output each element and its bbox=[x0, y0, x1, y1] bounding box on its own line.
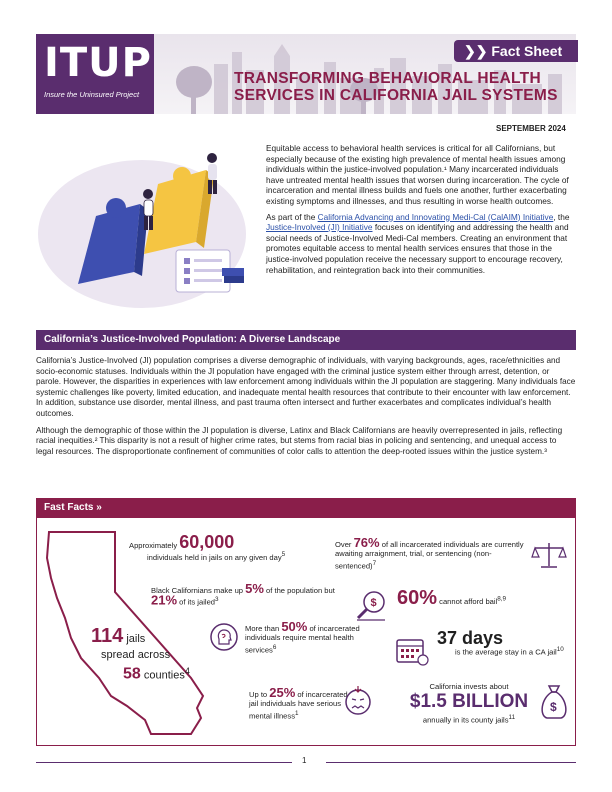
stressed-face-icon bbox=[343, 686, 373, 716]
section-paragraph-1: California’s Justice-Involved (JI) population comprises a diverse demographic of individuals, with varying backgrounds, ages, race/ethnicities and socio-economic statuses. Individuals within the JI population have engaged with the criminal justice system either through arrest, detention, or parole. However, the disparities in experiences with law enforcement among individuals within the JI population are staggering. Many individuals face systemic challenges like poverty, limited education, and inadequate mental health resources that contribute to their encounter with law enforcement. In addition, substance use disorder, mental illness, and past trauma often intersect and further exacerbates and complicates individual’s health outcomes. bbox=[36, 356, 576, 418]
page-title bbox=[234, 70, 574, 104]
fact-awaiting-trial bbox=[335, 535, 525, 571]
fact-3-text-c: counties bbox=[140, 669, 185, 682]
fact-9-value: $1.5 BILLION bbox=[409, 691, 529, 713]
page-number: 1 bbox=[302, 756, 307, 765]
fact-2-value-2: 21% bbox=[151, 592, 178, 608]
fact-4-footnote: 6 bbox=[272, 643, 277, 651]
itup-logo bbox=[36, 34, 154, 114]
fact-7-text: cannot afford bail bbox=[437, 597, 498, 606]
fact-3-text-b: spread across bbox=[101, 649, 171, 661]
section-body bbox=[36, 356, 576, 463]
fact-8-footnote: 10 bbox=[556, 646, 564, 654]
fact-6-text-a: Over bbox=[335, 540, 354, 549]
fact-1-text-a: Approximately bbox=[129, 541, 180, 550]
fact-3-footnote: 4 bbox=[184, 666, 190, 676]
fact-4-value: 50% bbox=[281, 619, 308, 634]
intro-p2-text-a: As part of the bbox=[266, 211, 318, 222]
money-bag-icon bbox=[537, 678, 571, 720]
fact-cannot-afford-bail bbox=[397, 587, 567, 609]
header bbox=[0, 34, 612, 114]
fact-county-jail-investment bbox=[401, 682, 537, 725]
fact-sheet-tab: ❯❯ Fact Sheet bbox=[454, 40, 578, 62]
fact-5-value: 25% bbox=[269, 685, 296, 700]
title-line-1: TRANSFORMING BEHAVIORAL HEALTH bbox=[234, 70, 541, 87]
fact-4-text-b: of incarcerated individuals require mental health services bbox=[245, 624, 360, 655]
fact-5-footnote: 1 bbox=[295, 709, 299, 717]
fact-average-stay bbox=[437, 628, 567, 657]
section-paragraph-2: Although the demographic of those within the JI population is diverse, Latinx and Black Californians are heavily overrepresented in jails, reflecting racial inequities.² This disparity is not a result of higher crime rates, but stems from racial bias in policing and sentencing, and unequal access to legal resources. The disproportionate confinement of communities of color calls to attention the deep-rooted issues within the justice system.³ bbox=[36, 425, 563, 456]
section-heading: California’s Justice-Involved Population: A Diverse Landscape bbox=[36, 330, 576, 350]
fact-jail-population bbox=[129, 532, 339, 562]
magnifier-coin-icon bbox=[355, 588, 389, 622]
intro-p2-text-c: focuses on identifying and addressing the health and social needs of Justice-Involved Medi-Cal members. Creating an environment that promotes equitable access to mental health services ensures that those in the justice-involved population receive the necessary support to encourage recovery, rehabilitation, and reintegration back into their communities. bbox=[266, 222, 569, 275]
fact-6-value: 76% bbox=[353, 535, 380, 550]
fact-9-footnote: 11 bbox=[508, 714, 516, 722]
fact-mental-health-services bbox=[245, 619, 385, 655]
fact-2-footnote: 3 bbox=[215, 596, 219, 604]
intro-paragraph-1: Equitable access to behavioral health services is critical for all Californians, but especially because of the existing high prevalence of mental health issues among individuals within the justice-involved population.¹ Many incarcerated individuals have untreated mental health issues that worsen during incarceration. The cycle of incarceration and mental illness builds and fuels one another, further exacerbating existing symptoms and illnesses, and thus resulting in worse health outcomes. bbox=[266, 143, 569, 206]
fact-7-footnote: 8,9 bbox=[497, 595, 507, 603]
fact-5-text-b: of incarcerated jail individuals have serious mental illness bbox=[249, 690, 348, 721]
fact-3-text-a: jails bbox=[123, 633, 146, 645]
fast-facts-heading: Fast Facts » bbox=[36, 498, 576, 518]
footer-rule-right bbox=[326, 762, 576, 763]
mental-health-head-icon bbox=[209, 622, 239, 652]
intro-paragraph-2 bbox=[266, 212, 576, 276]
fact-black-californians bbox=[151, 581, 341, 608]
fact-jails-counties bbox=[91, 625, 211, 684]
ji-initiative-link[interactable]: Justice-Involved (JI) Initiative bbox=[266, 222, 373, 233]
calendar-icon bbox=[395, 636, 429, 666]
fact-2-text-c: of its jailed bbox=[177, 597, 216, 607]
svg-text:$: $ bbox=[550, 700, 557, 714]
fact-1-text-b: individuals held in jails on any given day bbox=[147, 552, 282, 562]
hero-illustration bbox=[36, 144, 248, 312]
fact-2-value-1: 5% bbox=[245, 581, 264, 596]
fact-8-text: is the average stay in a CA jail bbox=[455, 647, 557, 657]
fact-1-footnote: 5 bbox=[281, 551, 286, 559]
fact-9-text-b: annually in its county jails bbox=[422, 715, 509, 725]
logo-subtitle: Insure the Uninsured Project bbox=[44, 90, 140, 99]
intro-text bbox=[266, 143, 576, 280]
calaim-initiative-link[interactable]: California Advancing and Innovating Medi-Cal (CalAIM) Initiative bbox=[317, 211, 554, 222]
fact-5-text-a: Up to bbox=[249, 690, 270, 699]
fact-6-footnote: 7 bbox=[372, 559, 377, 567]
fast-facts-panel bbox=[36, 518, 576, 746]
fact-8-value: 37 days bbox=[437, 628, 504, 648]
svg-text:$: $ bbox=[370, 597, 377, 609]
fact-6-text-b: of all incarcerated individuals are currently awaiting arraignment, trial, or sentencing (non-sentenced) bbox=[335, 540, 524, 571]
logo-wordmark: ITUP bbox=[44, 40, 152, 86]
fact-3-value-2: 58 bbox=[123, 665, 141, 683]
fact-7-value: 60% bbox=[397, 587, 438, 609]
intro-p2-text-b: , the bbox=[553, 211, 570, 222]
fact-2-text-b: of the population but bbox=[263, 586, 335, 595]
footer-rule-left bbox=[36, 762, 292, 763]
puzzle-people-illustration bbox=[36, 144, 248, 312]
fact-2-text-a: Black Californians make up bbox=[151, 586, 246, 595]
publication-date: SEPTEMBER 2024 bbox=[496, 124, 566, 133]
fact-3-value-1: 114 bbox=[91, 625, 124, 647]
fact-1-value: 60,000 bbox=[179, 532, 235, 552]
fact-4-text-a: More than bbox=[245, 624, 282, 633]
fact-9-text-a: California invests about bbox=[429, 682, 509, 691]
title-line-2: SERVICES IN CALIFORNIA JAIL SYSTEMS bbox=[234, 87, 558, 104]
scales-of-justice-icon bbox=[531, 540, 567, 570]
